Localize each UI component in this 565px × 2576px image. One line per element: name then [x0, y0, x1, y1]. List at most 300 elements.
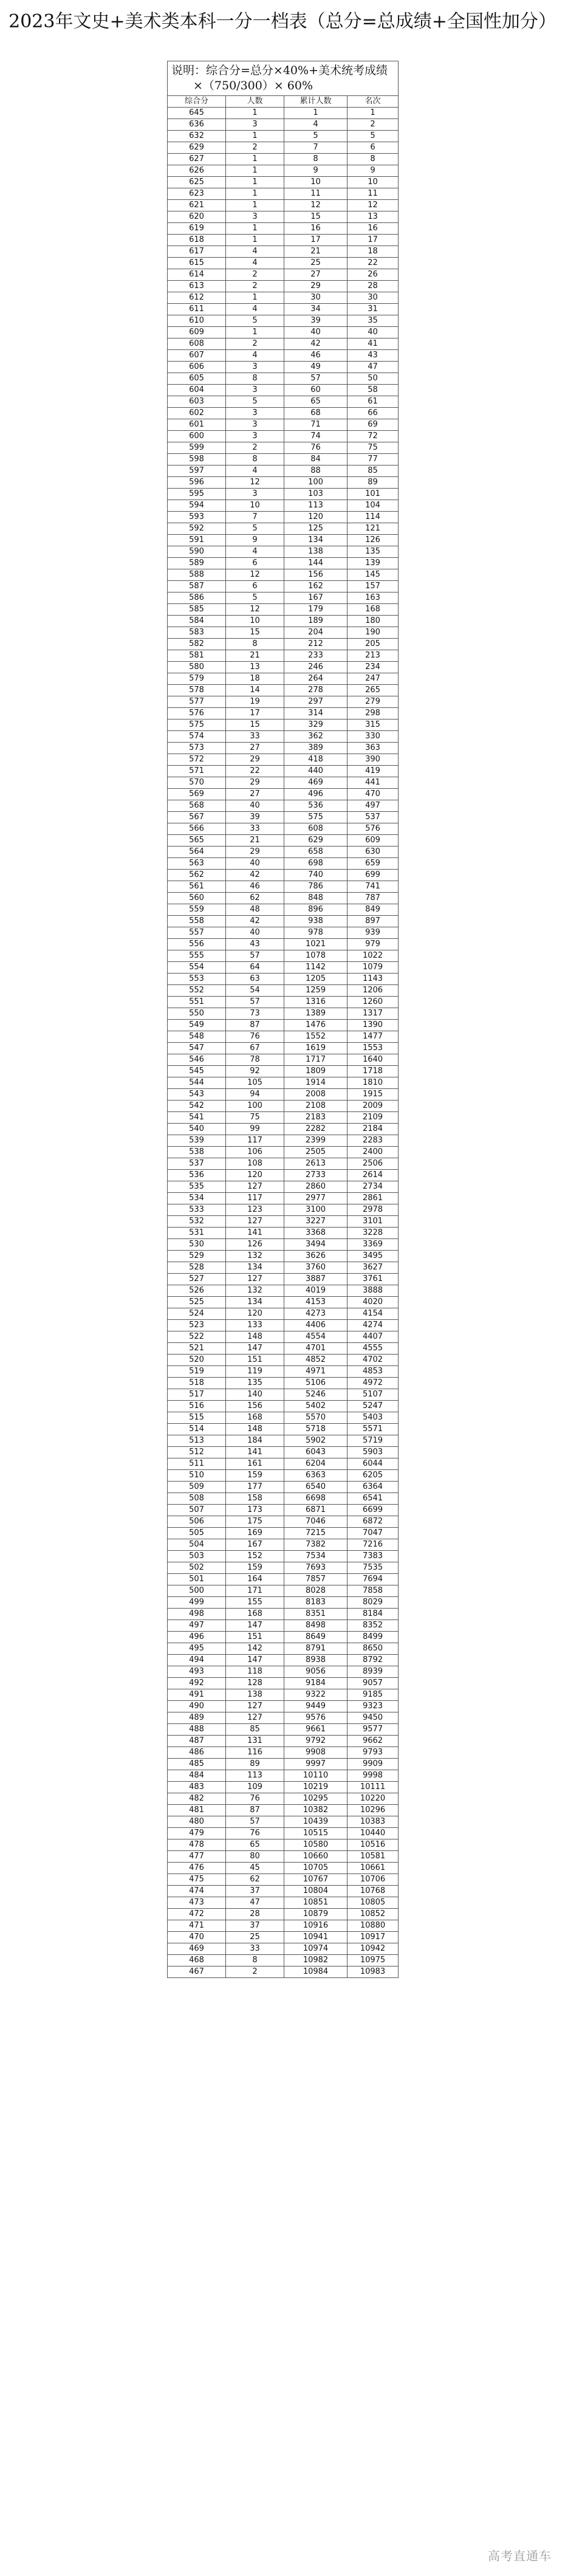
cell-cumulative: 1078: [284, 950, 348, 962]
cell-count: 3: [226, 385, 284, 396]
table-row: [168, 1147, 399, 1158]
cell-rank: 145: [348, 569, 399, 581]
cell-rank: 10880: [348, 1920, 399, 1932]
cell-cumulative: 103: [284, 489, 348, 500]
cell-score: 512: [168, 1447, 226, 1458]
cell-count: 105: [226, 1077, 284, 1089]
cell-count: 2: [226, 442, 284, 454]
table-row: [168, 823, 399, 835]
table-row: [168, 281, 399, 292]
table-row: [168, 881, 399, 893]
cell-score: 572: [168, 754, 226, 766]
cell-count: 4: [226, 546, 284, 558]
cell-score: 582: [168, 639, 226, 650]
cell-count: 169: [226, 1528, 284, 1539]
cell-score: 487: [168, 1736, 226, 1747]
table-row: [168, 1782, 399, 1793]
cell-rank: 7858: [348, 1585, 399, 1597]
cell-count: 151: [226, 1632, 284, 1643]
cell-rank: 576: [348, 823, 399, 835]
cell-count: 5: [226, 592, 284, 604]
cell-count: 12: [226, 477, 284, 489]
header-rank: 名次: [348, 96, 399, 108]
cell-cumulative: 42: [284, 338, 348, 350]
cell-rank: 10706: [348, 1874, 399, 1886]
cell-cumulative: 100: [284, 477, 348, 489]
cell-count: 89: [226, 1759, 284, 1770]
table-row: [168, 1886, 399, 1897]
cell-score: 567: [168, 812, 226, 823]
cell-rank: 3495: [348, 1251, 399, 1262]
cell-count: 2: [226, 269, 284, 281]
cell-cumulative: 4019: [284, 1285, 348, 1297]
cell-count: 1: [226, 165, 284, 177]
cell-cumulative: 204: [284, 627, 348, 639]
table-row: [168, 1458, 399, 1470]
cell-rank: 1718: [348, 1066, 399, 1077]
table-row: [168, 835, 399, 847]
table-row: [168, 1331, 399, 1343]
table-row: [168, 731, 399, 743]
cell-score: 593: [168, 512, 226, 523]
cell-score: 485: [168, 1759, 226, 1770]
cell-count: 42: [226, 870, 284, 881]
cell-rank: 77: [348, 454, 399, 465]
cell-cumulative: 138: [284, 546, 348, 558]
cell-rank: 101: [348, 489, 399, 500]
table-row: [168, 154, 399, 165]
cell-cumulative: 40: [284, 327, 348, 338]
header-cumulative: 累计人数: [284, 96, 348, 108]
cell-cumulative: 9056: [284, 1666, 348, 1678]
cell-score: 599: [168, 442, 226, 454]
table-row: [168, 1932, 399, 1943]
cell-rank: 16: [348, 223, 399, 235]
cell-cumulative: 179: [284, 604, 348, 616]
cell-rank: 497: [348, 800, 399, 812]
cell-rank: 10516: [348, 1839, 399, 1851]
cell-count: 28: [226, 1909, 284, 1920]
cell-score: 594: [168, 500, 226, 512]
table-row: [168, 1909, 399, 1920]
cell-score: 549: [168, 1020, 226, 1031]
cell-rank: 10111: [348, 1782, 399, 1793]
cell-rank: 18: [348, 246, 399, 258]
cell-cumulative: 5246: [284, 1389, 348, 1401]
table-row: [168, 985, 399, 997]
cell-rank: 5: [348, 131, 399, 142]
cell-score: 482: [168, 1793, 226, 1805]
cell-score: 563: [168, 858, 226, 870]
cell-rank: 13: [348, 211, 399, 223]
cell-rank: 441: [348, 777, 399, 789]
cell-score: 597: [168, 465, 226, 477]
cell-cumulative: 575: [284, 812, 348, 823]
table-row: [168, 489, 399, 500]
cell-rank: 7694: [348, 1574, 399, 1585]
table-row: [168, 454, 399, 465]
table-row: [168, 1678, 399, 1689]
table-row: [168, 1008, 399, 1020]
cell-rank: 31: [348, 304, 399, 315]
cell-cumulative: 12: [284, 200, 348, 211]
cell-rank: 8029: [348, 1597, 399, 1609]
cell-count: 123: [226, 1204, 284, 1216]
cell-count: 120: [226, 1170, 284, 1181]
cell-score: 516: [168, 1401, 226, 1412]
cell-count: 62: [226, 1874, 284, 1886]
cell-rank: 1079: [348, 962, 399, 974]
cell-count: 113: [226, 1770, 284, 1782]
cell-cumulative: 264: [284, 673, 348, 685]
cell-rank: 390: [348, 754, 399, 766]
table-row: [168, 1955, 399, 1966]
cell-rank: 168: [348, 604, 399, 616]
cell-score: 514: [168, 1424, 226, 1435]
table-row: [168, 1066, 399, 1077]
cell-cumulative: 39: [284, 315, 348, 327]
cell-score: 504: [168, 1539, 226, 1551]
cell-cumulative: 418: [284, 754, 348, 766]
cell-cumulative: 4701: [284, 1343, 348, 1355]
cell-count: 27: [226, 743, 284, 754]
cell-rank: 4972: [348, 1378, 399, 1389]
table-row: [168, 604, 399, 616]
cell-rank: 7047: [348, 1528, 399, 1539]
cell-cumulative: 1914: [284, 1077, 348, 1089]
cell-count: 140: [226, 1389, 284, 1401]
table-row: [168, 338, 399, 350]
cell-rank: 190: [348, 627, 399, 639]
cell-rank: 8792: [348, 1655, 399, 1666]
cell-count: 21: [226, 650, 284, 662]
cell-count: 1: [226, 154, 284, 165]
cell-cumulative: 1619: [284, 1043, 348, 1054]
cell-rank: 10220: [348, 1793, 399, 1805]
cell-count: 3: [226, 211, 284, 223]
cell-count: 1: [226, 177, 284, 188]
cell-rank: 10: [348, 177, 399, 188]
cell-count: 25: [226, 1932, 284, 1943]
cell-count: 141: [226, 1228, 284, 1239]
cell-score: 566: [168, 823, 226, 835]
table-row: [168, 119, 399, 131]
table-row: [168, 1793, 399, 1805]
cell-rank: 2400: [348, 1147, 399, 1158]
cell-score: 525: [168, 1297, 226, 1308]
cell-count: 1: [226, 131, 284, 142]
cell-count: 116: [226, 1747, 284, 1759]
cell-rank: 10581: [348, 1851, 399, 1863]
cell-cumulative: 3494: [284, 1239, 348, 1251]
table-row: [168, 1135, 399, 1147]
table-row: [168, 1308, 399, 1320]
cell-cumulative: 1476: [284, 1020, 348, 1031]
cell-rank: 89: [348, 477, 399, 489]
cell-rank: 5403: [348, 1412, 399, 1424]
cell-score: 502: [168, 1562, 226, 1574]
cell-count: 155: [226, 1597, 284, 1609]
cell-cumulative: 6204: [284, 1458, 348, 1470]
cell-cumulative: 9997: [284, 1759, 348, 1770]
cell-cumulative: 7382: [284, 1539, 348, 1551]
cell-cumulative: 496: [284, 789, 348, 800]
cell-rank: 8939: [348, 1666, 399, 1678]
cell-score: 610: [168, 315, 226, 327]
cell-score: 538: [168, 1147, 226, 1158]
cell-cumulative: 2977: [284, 1193, 348, 1204]
cell-cumulative: 11: [284, 188, 348, 200]
cell-cumulative: 10382: [284, 1805, 348, 1816]
cell-rank: 2283: [348, 1135, 399, 1147]
cell-rank: 9662: [348, 1736, 399, 1747]
cell-score: 596: [168, 477, 226, 489]
cell-cumulative: 848: [284, 893, 348, 904]
table-row: [168, 766, 399, 777]
cell-rank: 8184: [348, 1609, 399, 1620]
cell-cumulative: 2733: [284, 1170, 348, 1181]
table-row: [168, 1158, 399, 1170]
cell-cumulative: 5718: [284, 1424, 348, 1435]
cell-cumulative: 7534: [284, 1551, 348, 1562]
cell-rank: 2614: [348, 1170, 399, 1181]
table-row: [168, 1943, 399, 1955]
cell-cumulative: 25: [284, 258, 348, 269]
cell-rank: 10805: [348, 1897, 399, 1909]
cell-score: 580: [168, 662, 226, 673]
cell-score: 625: [168, 177, 226, 188]
cell-count: 10: [226, 616, 284, 627]
cell-cumulative: 10660: [284, 1851, 348, 1863]
cell-score: 479: [168, 1828, 226, 1839]
cell-count: 37: [226, 1886, 284, 1897]
cell-cumulative: 17: [284, 235, 348, 246]
cell-count: 2: [226, 142, 284, 154]
cell-cumulative: 5106: [284, 1378, 348, 1389]
cell-rank: 50: [348, 373, 399, 385]
table-row: [168, 939, 399, 950]
cell-rank: 849: [348, 904, 399, 916]
cell-cumulative: 9: [284, 165, 348, 177]
table-row: [168, 1689, 399, 1701]
cell-cumulative: 9792: [284, 1736, 348, 1747]
cell-count: 134: [226, 1297, 284, 1308]
cell-score: 503: [168, 1551, 226, 1562]
table-row: [168, 1551, 399, 1562]
cell-score: 474: [168, 1886, 226, 1897]
table-row: [168, 1239, 399, 1251]
cell-count: 78: [226, 1054, 284, 1066]
cell-cumulative: 10879: [284, 1909, 348, 1920]
cell-count: 87: [226, 1805, 284, 1816]
cell-rank: 205: [348, 639, 399, 650]
cell-cumulative: 2008: [284, 1089, 348, 1101]
cell-cumulative: 1389: [284, 1008, 348, 1020]
table-row: [168, 1609, 399, 1620]
cell-score: 534: [168, 1193, 226, 1204]
cell-cumulative: 5402: [284, 1401, 348, 1412]
cell-count: 127: [226, 1701, 284, 1712]
cell-count: 14: [226, 685, 284, 696]
cell-cumulative: 246: [284, 662, 348, 673]
table-row: [168, 616, 399, 627]
cell-cumulative: 8649: [284, 1632, 348, 1643]
table-row: [168, 1181, 399, 1193]
cell-count: 133: [226, 1320, 284, 1331]
cell-cumulative: 5902: [284, 1435, 348, 1447]
cell-count: 33: [226, 823, 284, 835]
cell-count: 2: [226, 281, 284, 292]
cell-count: 126: [226, 1239, 284, 1251]
cell-count: 80: [226, 1851, 284, 1863]
cell-rank: 5571: [348, 1424, 399, 1435]
cell-count: 1: [226, 223, 284, 235]
cell-score: 604: [168, 385, 226, 396]
cell-score: 545: [168, 1066, 226, 1077]
cell-rank: 5903: [348, 1447, 399, 1458]
cell-score: 595: [168, 489, 226, 500]
cell-rank: 69: [348, 419, 399, 431]
cell-score: 586: [168, 592, 226, 604]
cell-cumulative: 8: [284, 154, 348, 165]
table-row: [168, 142, 399, 154]
cell-score: 577: [168, 696, 226, 708]
cell-cumulative: 978: [284, 927, 348, 939]
cell-score: 533: [168, 1204, 226, 1216]
cell-count: 40: [226, 858, 284, 870]
cell-cumulative: 65: [284, 396, 348, 408]
cell-score: 588: [168, 569, 226, 581]
cell-rank: 180: [348, 616, 399, 627]
cell-score: 510: [168, 1470, 226, 1482]
table-row: [168, 708, 399, 720]
cell-count: 40: [226, 800, 284, 812]
table-row: [168, 327, 399, 338]
cell-rank: 2734: [348, 1181, 399, 1193]
cell-score: 542: [168, 1101, 226, 1112]
cell-cumulative: 4554: [284, 1331, 348, 1343]
cell-count: 127: [226, 1274, 284, 1285]
cell-score: 559: [168, 904, 226, 916]
cell-count: 1: [226, 235, 284, 246]
cell-cumulative: 278: [284, 685, 348, 696]
cell-score: 573: [168, 743, 226, 754]
table-row: [168, 662, 399, 673]
table-row: [168, 673, 399, 685]
cell-count: 17: [226, 708, 284, 720]
table-row: [168, 950, 399, 962]
cell-score: 537: [168, 1158, 226, 1170]
cell-cumulative: 4: [284, 119, 348, 131]
cell-rank: 1640: [348, 1054, 399, 1066]
cell-cumulative: 7857: [284, 1574, 348, 1585]
cell-rank: 7383: [348, 1551, 399, 1562]
cell-cumulative: 938: [284, 916, 348, 927]
cell-score: 520: [168, 1355, 226, 1366]
cell-cumulative: 608: [284, 823, 348, 835]
cell-score: 562: [168, 870, 226, 881]
table-row: [168, 362, 399, 373]
table-row: [168, 777, 399, 789]
cell-score: 546: [168, 1054, 226, 1066]
table-row: [168, 847, 399, 858]
cell-count: 1: [226, 292, 284, 304]
cell-rank: 40: [348, 327, 399, 338]
cell-score: 532: [168, 1216, 226, 1228]
cell-score: 614: [168, 269, 226, 281]
table-row: [168, 258, 399, 269]
cell-score: 589: [168, 558, 226, 569]
cell-cumulative: 362: [284, 731, 348, 743]
cell-count: 5: [226, 523, 284, 535]
cell-rank: 6: [348, 142, 399, 154]
table-row: [168, 569, 399, 581]
cell-score: 619: [168, 223, 226, 235]
cell-score: 585: [168, 604, 226, 616]
cell-count: 21: [226, 835, 284, 847]
cell-count: 46: [226, 881, 284, 893]
table-row: [168, 292, 399, 304]
cell-score: 547: [168, 1043, 226, 1054]
table-row: [168, 1101, 399, 1112]
cell-count: 119: [226, 1366, 284, 1378]
cell-count: 5: [226, 315, 284, 327]
cell-rank: 17: [348, 235, 399, 246]
table-row: [168, 592, 399, 604]
cell-count: 15: [226, 627, 284, 639]
cell-score: 472: [168, 1909, 226, 1920]
cell-count: 12: [226, 569, 284, 581]
cell-rank: 1477: [348, 1031, 399, 1043]
cell-cumulative: 3368: [284, 1228, 348, 1239]
cell-cumulative: 8351: [284, 1609, 348, 1620]
header-count: 人数: [226, 96, 284, 108]
cell-cumulative: 4971: [284, 1366, 348, 1378]
cell-count: 148: [226, 1331, 284, 1343]
cell-score: 568: [168, 800, 226, 812]
table-row: [168, 131, 399, 142]
cell-rank: 10917: [348, 1932, 399, 1943]
table-row: [168, 1343, 399, 1355]
table-row: [168, 1643, 399, 1655]
cell-count: 10: [226, 500, 284, 512]
cell-count: 3: [226, 408, 284, 419]
table-row: [168, 904, 399, 916]
cell-score: 598: [168, 454, 226, 465]
cell-count: 3: [226, 362, 284, 373]
cell-cumulative: 21: [284, 246, 348, 258]
cell-count: 45: [226, 1863, 284, 1874]
cell-rank: 3627: [348, 1262, 399, 1274]
cell-rank: 9185: [348, 1689, 399, 1701]
table-row: [168, 477, 399, 489]
table-row: [168, 304, 399, 315]
cell-cumulative: 10851: [284, 1897, 348, 1909]
cell-count: 94: [226, 1089, 284, 1101]
cell-rank: 265: [348, 685, 399, 696]
cell-rank: 6044: [348, 1458, 399, 1470]
cell-cumulative: 5570: [284, 1412, 348, 1424]
cell-cumulative: 658: [284, 847, 348, 858]
table-row: [168, 1966, 399, 1978]
cell-count: 167: [226, 1539, 284, 1551]
cell-count: 2: [226, 338, 284, 350]
cell-count: 120: [226, 1308, 284, 1320]
cell-rank: 26: [348, 269, 399, 281]
table-row: [168, 1597, 399, 1609]
cell-score: 515: [168, 1412, 226, 1424]
cell-score: 536: [168, 1170, 226, 1181]
